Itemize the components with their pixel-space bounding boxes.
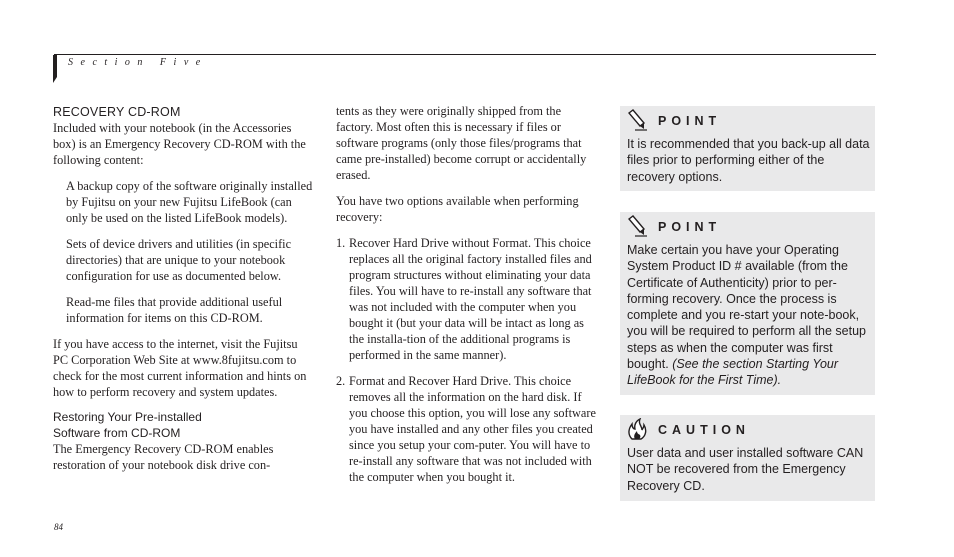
- intro-paragraph: Included with your notebook (in the Accessories box) is an Emergency Recovery CD-ROM with the following content:: [53, 121, 306, 167]
- internet-paragraph: If you have access to the internet, visit the Fujitsu PC Corporation Web Site at www.8fujitsu.com to check for the most current information and hints on how to perform recovery and system updates.: [53, 337, 307, 399]
- option-text: Format and Recover Hard Drive. This choice removes all the information on the hard disk. If you choose this option, you will lose any software you have installed and any other files you created since you setup your com-puter. You will have to re-install any software that was not included with the computer when you bought it.: [349, 374, 596, 484]
- point-title: POINT: [658, 220, 722, 234]
- caution-title: CAUTION: [658, 423, 750, 437]
- option-text: Recover Hard Drive without Format. This choice replaces all the original factory installed files and program structures without eliminating your data files. You will have to re-install any software that was not included with the computer when you bought it (but your data will be intact as long as the installa-tion of the additional programs is performed in the same manner).: [349, 236, 592, 362]
- option-number: 2.: [336, 374, 346, 388]
- subheading-line-1: Restoring Your Pre-installed: [53, 410, 202, 424]
- options-intro: You have two options available when performing recovery:: [336, 194, 579, 224]
- flame-icon: [626, 418, 648, 440]
- option-item-2: [336, 373, 598, 485]
- point-box-product-id: [620, 212, 875, 395]
- section-tab-mark: [53, 55, 59, 83]
- content-item-backup: A backup copy of the software originally installed by Fujitsu on your new Fujitsu LifeBook (can only be used on the listed LifeBook models).: [66, 179, 313, 225]
- subheading-line-2: Software from CD-ROM: [53, 426, 181, 440]
- option-item-1: [336, 235, 598, 363]
- continued-paragraph: tents as they were originally shipped from the factory. Most often this is necessary if files or software programs (only those files/programs that came pre-installed) become corrupt or accidentally erased.: [336, 104, 587, 182]
- page-number: 84: [54, 522, 63, 532]
- content-item-drivers: Sets of device drivers and utilities (in specific directories) that are unique to your notebook configuration for use as documented below.: [66, 237, 292, 283]
- pencil-icon: [626, 215, 648, 237]
- point-body: [627, 242, 870, 389]
- point-box-backup: [620, 106, 875, 191]
- column-middle: [336, 103, 598, 485]
- restore-paragraph: The Emergency Recovery CD-ROM enables restoration of your notebook disk drive con-: [53, 442, 274, 472]
- point-body-reference: (See the section Starting Your LifeBook for the First Time).: [627, 357, 839, 388]
- option-number: 1.: [336, 236, 346, 250]
- point-title: POINT: [658, 114, 722, 128]
- point-body: It is recommended that you back-up all data files prior to performing either of the recovery options.: [627, 137, 870, 184]
- column-left: [53, 104, 315, 473]
- recovery-heading: RECOVERY CD-ROM: [53, 105, 181, 119]
- point-body-text: Make certain you have your Operating System Product ID # available (from the Certificate of Authenticity) prior to per-forming recovery. Once the process is complete and you re-start your note-book, you will be required to perform all the setup steps as when the computer was first bought.: [627, 243, 867, 372]
- content-item-readme: Read-me files that provide additional useful information for items on this CD-ROM.: [66, 295, 283, 325]
- caution-box: [620, 415, 875, 501]
- header-rule: [54, 54, 876, 55]
- section-label: Section Five: [68, 57, 208, 68]
- caution-body: User data and user installed software CAN NOT be recovered from the Emergency Recovery CD.: [627, 446, 864, 493]
- pencil-icon: [626, 109, 648, 131]
- restoring-subheading: [53, 409, 315, 441]
